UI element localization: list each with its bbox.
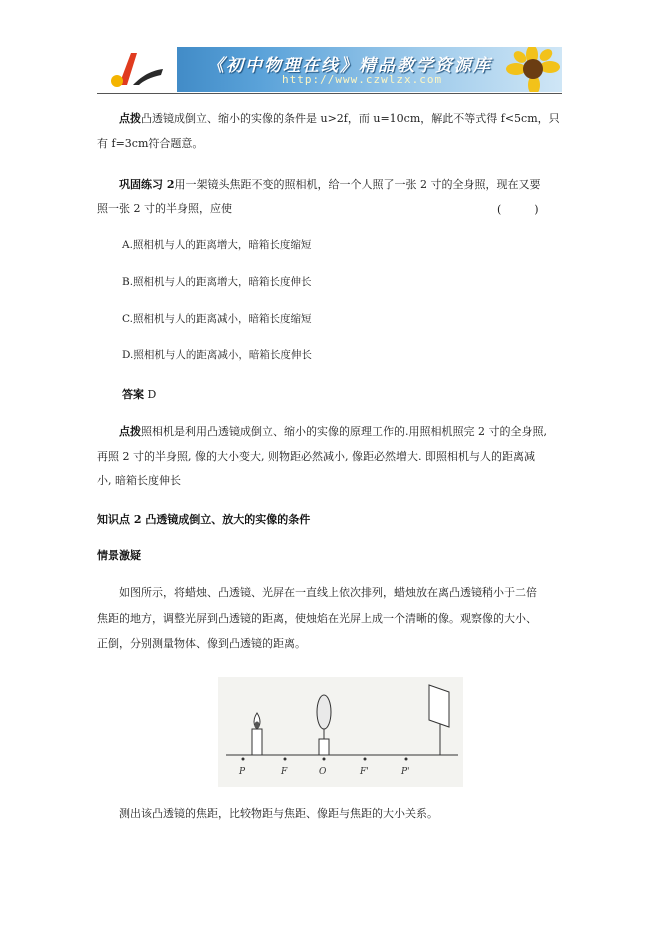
tip1-line1: 点拨凸透镜成倒立、缩小的实像的条件是 u>2f，而 u=10cm，解此不等式得 f<5cm，只 [119,112,560,125]
header-banner [97,47,562,92]
option-d: D.照相机与人的距离减小，暗箱长度伸长 [122,349,312,361]
label-p-prime: P' [401,767,410,777]
section-para-line3: 正倒，分别测量物体、像到凸透镜的距离。 [97,637,306,650]
label-p: P [239,767,246,777]
label-f: F [281,767,288,777]
exercise-line2: 照一张 2 寸的半身照，应使 [97,202,232,215]
header-rule [97,93,562,94]
banner-url[interactable]: http://www.czwlzx.com [282,73,443,86]
section-heading: 知识点 2 凸透镜成倒立、放大的实像的条件 [97,513,311,526]
tip2-line1: 点拨照相机是利用凸透镜成倒立、缩小的实像的原理工作的.用照相机照完 2 寸的全身照, [119,425,547,438]
option-b: B.照相机与人的距离增大，暗箱长度伸长 [122,276,312,288]
candle [252,713,262,755]
section-para-line1: 如图所示，将蜡烛、凸透镜、光屏在一直线上依次排列，蜡烛放在离凸透镜稍小于二倍 [119,586,537,599]
section-para-line2: 焦距的地方，调整光屏到凸透镜的距离，使烛焰在光屏上成一个清晰的像。观察像的大小、 [97,612,537,625]
label-o: O [319,767,327,777]
answer-blank: ( ) [497,203,539,216]
site-logo-icon [97,47,177,92]
tip2-label: 点拨 [119,425,141,438]
exercise-line1: 巩固练习 2用一架镜头焦距不变的照相机，给一个人照了一张 2 寸的全身照，现在又要 [119,178,541,191]
answer-line [122,384,592,406]
tip1-line2: 有 f=3cm符合题意。 [97,137,204,150]
sunflower-icon [492,47,562,92]
answer-value: D [147,388,157,401]
option-c: C.照相机与人的距离减小，暗箱长度缩短 [122,313,312,325]
light-screen [429,685,449,755]
section-subheading: 情景激疑 [97,549,141,562]
tip1-label: 点拨 [119,112,141,125]
convex-lens [317,695,331,755]
label-f-prime: F' [360,767,369,777]
tip2-line3: 小, 暗箱长度伸长 [97,474,181,487]
optical-bench-figure [218,677,463,787]
exercise-label: 巩固练习 2 [119,178,175,191]
answer-label: 答案 [122,388,144,401]
tip2-line2: 再照 2 寸的半身照, 像的大小变大, 则物距必然减小, 像距必然增大. 即照相机与人的距离减 [97,450,535,463]
banner-title: 《初中物理在线》精品教学资源库 [207,56,492,76]
option-a: A.照相机与人的距离增大，暗箱长度缩短 [122,239,312,251]
optical-bench-diagram [218,677,463,787]
final-instruction: 测出该凸透镜的焦距，比较物距与焦距、像距与焦距的大小关系。 [119,807,438,820]
